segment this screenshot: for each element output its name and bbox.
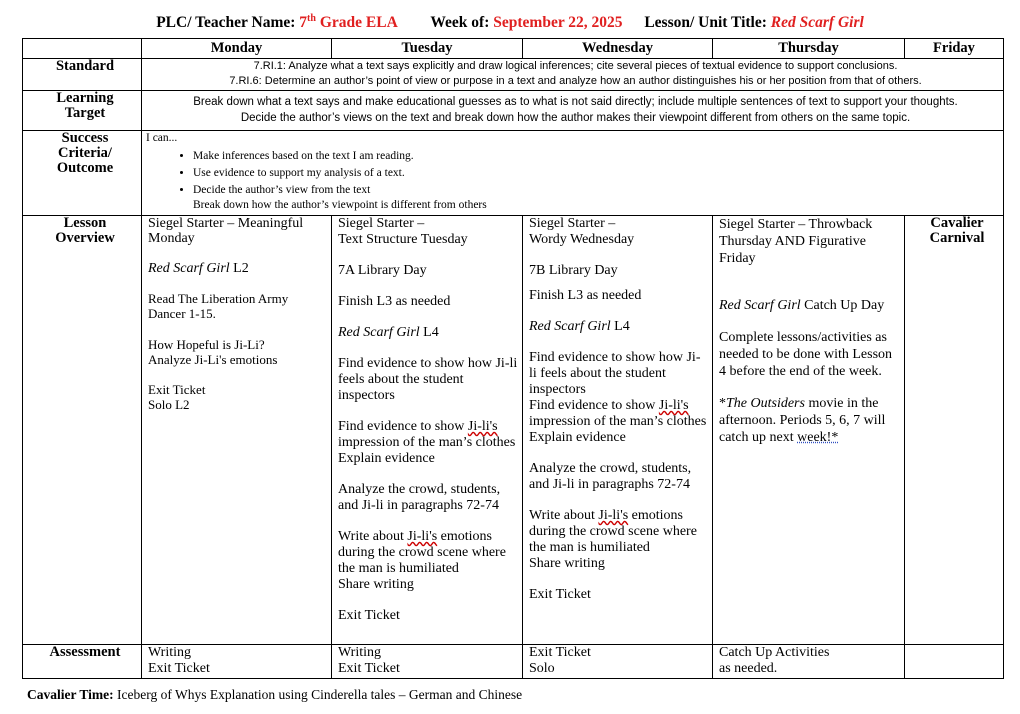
week-label: Week of: (430, 14, 490, 32)
friday-assessment (905, 645, 1004, 679)
grade-value: 7th Grade ELA (299, 13, 397, 32)
monday-assessment: Writing Exit Ticket (142, 645, 332, 679)
thursday-lesson: Siegel Starter – Throwback Thursday AND Figurative Friday Red Scarf Girl Catch Up Day Complete lessons/activities as needed to be done with Lesson 4 before the end of the week. *The Outsiders movie in the afternoon. Periods 5, 6, 7 will catch up next week!* (713, 216, 905, 645)
assessment-row (23, 645, 1004, 679)
unit-title: Red Scarf Girl (770, 14, 864, 32)
col-friday: Friday (905, 39, 1004, 59)
plc-label: PLC/ Teacher Name: (156, 14, 296, 32)
success-criteria-row (23, 131, 1004, 216)
success-bullet: • Decide the author’s view from the text (193, 182, 1003, 199)
standard-label: Standard (23, 59, 142, 91)
footer-text: Iceberg of Whys Explanation using Cinderella tales – German and Chinese (113, 687, 523, 702)
success-bullet: • Make inferences based on the text I am reading. (193, 148, 1003, 165)
wednesday-assessment: Exit Ticket Solo (523, 645, 713, 679)
standard-text: 7.RI.1: Analyze what a text says explicitly and draw logical inferences; cite several pieces of textual evidence to support conclusions. 7.RI.6: Determine an author’s point of view or purpose in a text and analyze how an author distinguishes his or her position from that of others. (142, 59, 1004, 91)
success-bullet: • Use evidence to support my analysis of a text. (193, 165, 1003, 182)
lesson-overview-row (23, 216, 1004, 645)
learning-target-text: Break down what a text says and make educational guesses as to what is not said directly; include multiple sentences of text to support your thoughts. Decide the author’s views on the text and break down how the author makes their viewpoint different from others on the same topic. (142, 91, 1004, 131)
learning-target-label: Learning Target (23, 91, 142, 131)
tuesday-lesson: Siegel Starter – Text Structure Tuesday 7A Library Day Finish L3 as needed Red Scarf Girl L4 Find evidence to show how Ji-li feels about the student inspectors Find evidence to show Ji-li's impression of the man’s clothes Explain evidence Analyze the crowd, students, and Ji-li in paragraphs 72-74 Write about Ji-li's emotions during the crowd scene where the man is humiliated Share writing Exit Ticket (332, 216, 523, 645)
col-tuesday: Tuesday (332, 39, 523, 59)
footer-label: Cavalier Time: (27, 687, 114, 702)
lesson-overview-label: Lesson Overview (23, 216, 142, 645)
monday-lesson: Siegel Starter – Meaningful Monday Red Scarf Girl L2 Read The Liberation Army Dancer 1-15. How Hopeful is Ji-Li? Analyze Ji-Li's emotions Exit Ticket Solo L2 (142, 216, 332, 645)
week-value: September 22, 2025 (493, 14, 623, 32)
learning-target-row (23, 91, 1004, 131)
page-header (0, 13, 1020, 32)
success-intro: I can... (146, 132, 178, 144)
tuesday-assessment: Writing Exit Ticket (332, 645, 523, 679)
col-thursday: Thursday (713, 39, 905, 59)
friday-lesson: Cavalier Carnival (905, 216, 1004, 645)
assessment-label: Assessment (23, 645, 142, 679)
corner-cell (23, 39, 142, 59)
title-label: Lesson/ Unit Title: (644, 14, 767, 32)
col-wednesday: Wednesday (523, 39, 713, 59)
header-row (23, 39, 1004, 59)
thursday-assessment: Catch Up Activities as needed. (713, 645, 905, 679)
success-criteria-label: Success Criteria/ Outcome (23, 131, 142, 216)
lesson-plan-table (22, 38, 1004, 679)
footer (27, 687, 522, 703)
success-extra: Break down how the author’s viewpoint is different from others (193, 199, 487, 211)
col-monday: Monday (142, 39, 332, 59)
success-criteria-text (142, 131, 1004, 216)
wednesday-lesson: Siegel Starter – Wordy Wednesday 7B Library Day Finish L3 as needed Red Scarf Girl L4 Find evidence to show how Ji-li feels about the student inspectors Find evidence to show Ji-li's impression of the man’s clothes Explain evidence Analyze the crowd, students, and Ji-li in paragraphs 72-74 Write about Ji-li's emotions during the crowd scene where the man is humiliated Share writing Exit Ticket (523, 216, 713, 645)
standard-row (23, 59, 1004, 91)
